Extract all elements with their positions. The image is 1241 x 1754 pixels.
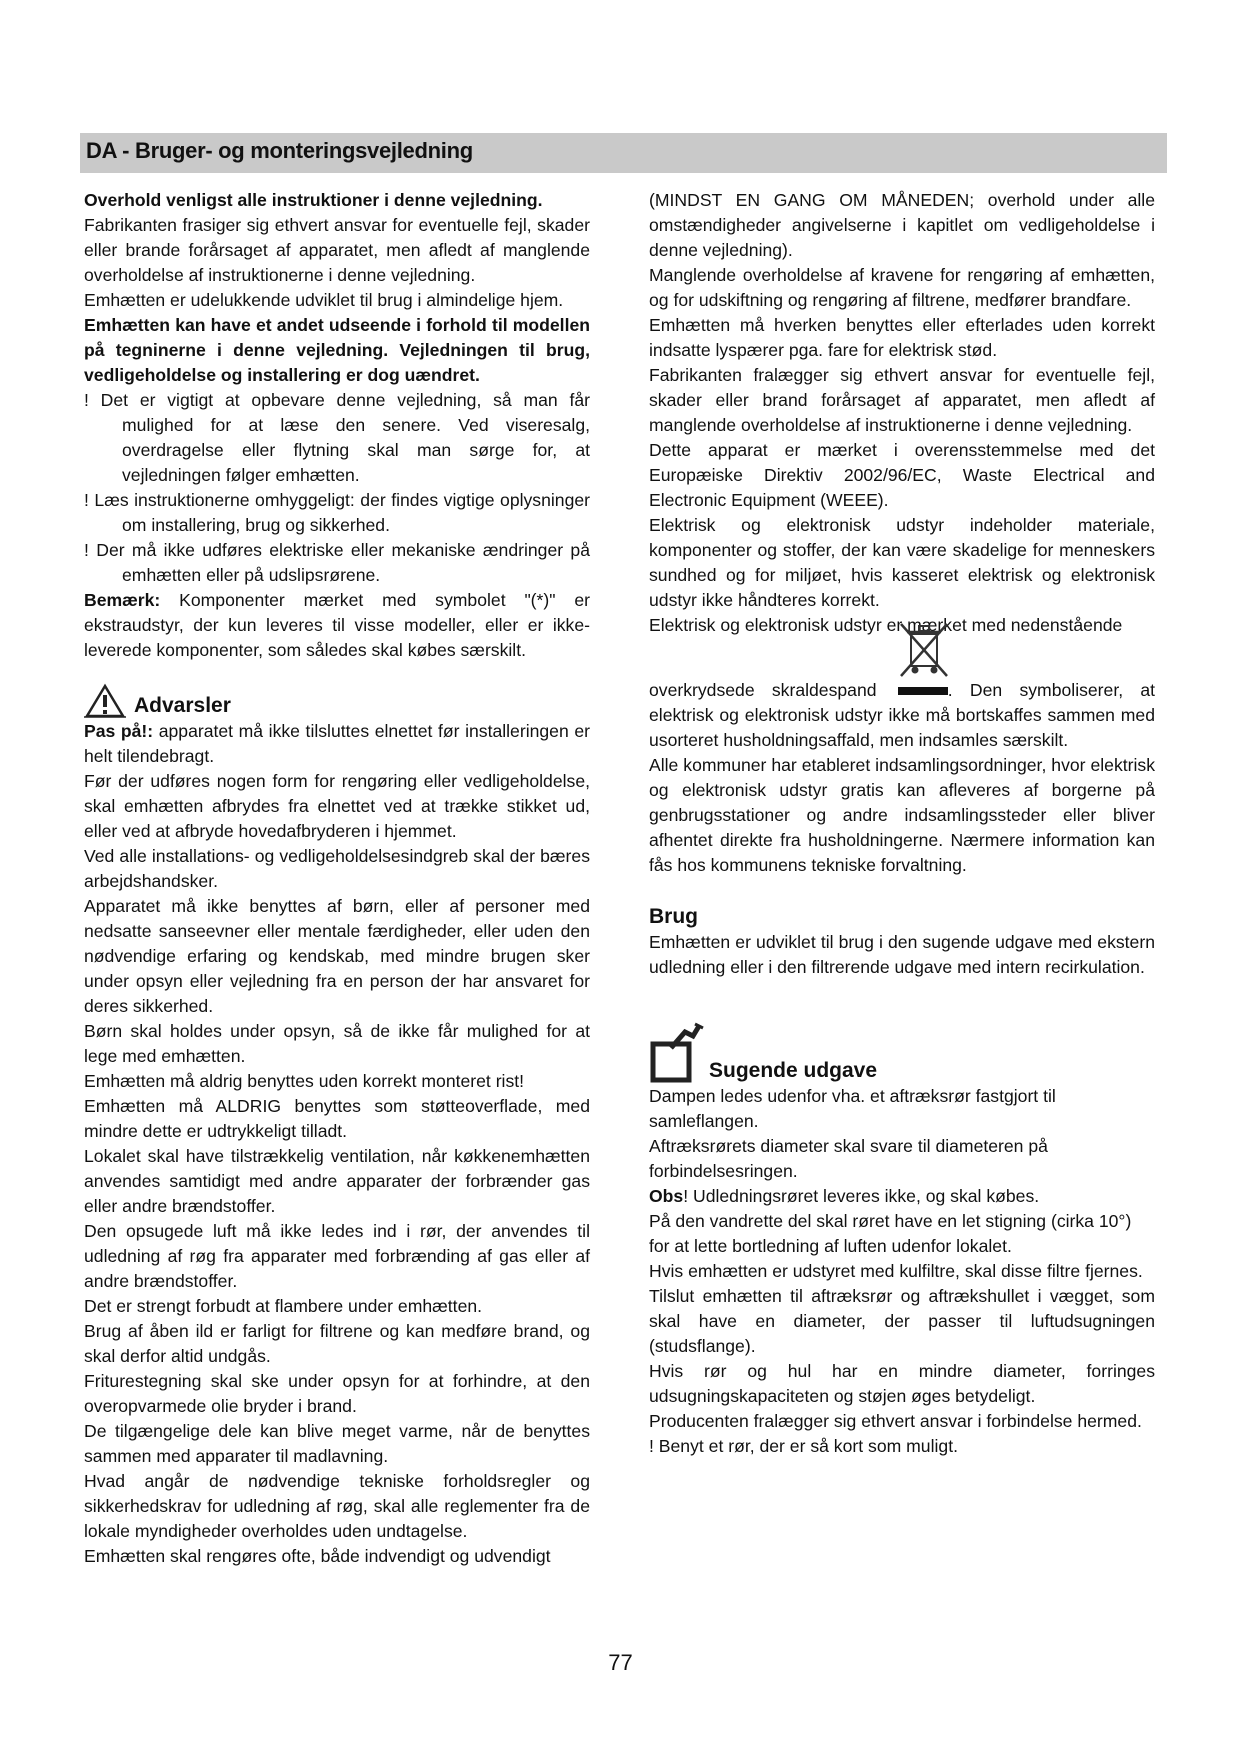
warning-paragraph: Før der udføres nogen form for rengøring eller vedligeholdelse, skal emhætten afbrydes fra elnettet ved at trække stikket ud, eller ved at afbryde hovedafbryderen i hjemmet. xyxy=(84,771,590,841)
bullet-mark: ! xyxy=(84,490,89,510)
maintenance-paragraph: Emhætten må hverken benyttes eller efterlades uden korrekt indsatte lyspærer pga. fare for elektrisk stød. xyxy=(649,315,1155,360)
warning-paragraph: Hvad angår de nødvendige tekniske forholdsregler og sikkerhedskrav for udledning af røg, skal alle reglementer fra de lokale myndigheder overholdes uden undtagelse. xyxy=(84,1471,590,1541)
brug-paragraph: Emhætten er udviklet til brug i den sugende udgave med ekstern udledning eller i den filtrerende udgave med intern recirkulation. xyxy=(649,932,1155,977)
suction-paragraph: På den vandrette del skal røret have en let stigning (cirka 10°) for at lette bortledning af luften udenfor lokalet. xyxy=(649,1211,1132,1256)
bullet-item: ! Læs instruktionerne omhyggeligt: der findes vigtige oplysninger om installering, brug og sikkerhed. xyxy=(84,490,591,535)
right-column xyxy=(649,188,1155,1459)
warning-paragraph: Børn skal holdes under opsyn, så de ikke får mulighed for at lege med emhætten. xyxy=(84,1021,590,1066)
note-paragraph: Bemærk: Komponenter mærket med symbolet "(*)" er ekstraudstyr, der kun leveres til visse modeller, eller er ikke-leverede komponenter, som således skal købes særskilt. xyxy=(84,590,590,660)
obs-paragraph: Obs! Udledningsrøret leveres ikke, og skal købes. xyxy=(649,1186,1040,1206)
ducted-hood-icon xyxy=(649,1022,709,1084)
section-header-bar xyxy=(80,133,1167,173)
bullet-mark: ! xyxy=(649,1436,654,1456)
brug-title: Brug xyxy=(649,905,698,928)
warnings-heading xyxy=(84,677,590,719)
maintenance-paragraph: Fabrikanten fralægger sig ethvert ansvar for eventuelle fejl, skader eller brand forårsaget af apparatet, men afledt af manglende overholdelse af instruktionerne i denne vejledning. xyxy=(649,365,1155,435)
warning-paragraph: De tilgængelige dele kan blive meget varme, når de benyttes sammen med apparater til madlavning. xyxy=(84,1421,590,1466)
warning-paragraph: Den opsugede luft må ikke ledes ind i rør, der anvendes til udledning af røg fra apparater med forbrænding af gas eller af andre brændstoffer. xyxy=(84,1221,590,1291)
warning-paragraph: Ved alle installations- og vedligeholdelsesindgreb skal der bæres arbejdshandsker. xyxy=(84,846,590,891)
suction-title: Sugende udgave xyxy=(709,1059,878,1082)
bullet-mark: ! xyxy=(84,540,89,560)
intro-bold-2: Emhætten kan have et andet udseende i forhold til modellen på tegninerne i denne vejledning. Vejledningen til brug, vedligeholdelse og installering er dog uændret. xyxy=(84,315,590,385)
page-number: 77 xyxy=(608,1650,633,1675)
intro-paragraph-1: Fabrikanten frasiger sig ethvert ansvar for eventuelle fejl, skader eller brande forårsaget af apparatet, men afledt af manglende overholdelse af instruktionerne i denne vejledning. xyxy=(84,215,590,285)
suction-paragraph: Hvis rør og hul har en mindre diameter, forringes udsugningskapaciteten og støjen øges betydeligt. xyxy=(649,1361,1155,1406)
suction-paragraph: Aftræksrørets diameter skal svare til diameteren på forbindelsesringen. xyxy=(649,1136,1048,1181)
warning-paragraph: Emhætten skal rengøres ofte, både indvendigt og udvendigt xyxy=(84,1546,551,1566)
warning-triangle-icon xyxy=(84,683,126,719)
suction-heading xyxy=(649,1022,1155,1084)
maintenance-paragraph: (MINDST EN GANG OM MÅNEDEN; overhold under alle omstændigheder angivelserne i kapitlet om vedligeholdelse i denne vejledning). xyxy=(649,190,1155,260)
suction-paragraph: Dampen ledes udenfor vha. et aftræksrør fastgjort til samleflangen. xyxy=(649,1086,1056,1131)
suction-paragraph: Hvis emhætten er udstyret med kulfiltre, skal disse filtre fjernes. xyxy=(649,1261,1143,1281)
warning-paragraph: Brug af åben ild er farligt for filtrene og kan medføre brand, og skal derfor altid undgås. xyxy=(84,1321,590,1366)
bullet-item: ! Det er vigtigt at opbevare denne vejledning, så man får mulighed for at læse den senere. Ved viseresalg, overdragelse eller flytning skal man sørge for, at vejledningen følger emhætten. xyxy=(84,390,590,485)
intro-paragraph-2: Emhætten er udelukkende udviklet til brug i almindelige hjem. xyxy=(84,290,564,310)
weee-bar-icon xyxy=(898,687,948,695)
section-title: DA - Bruger- og monteringsvejledning xyxy=(86,138,473,163)
collection-paragraph: Alle kommuner har etableret indsamlingsordninger, hvor elektrisk og elektronisk udstyr gratis kan afleveres af borgerne på genbrugsstationer og andre indsamlingssteder eller bliver afhentet direkte fra husholdningerne. Nærmere information kan fås hos kommunens tekniske forvaltning. xyxy=(649,755,1155,875)
bullet-mark: ! xyxy=(84,390,89,410)
suction-paragraph: Producenten fralægger sig ethvert ansvar i forbindelse hermed. xyxy=(649,1411,1142,1431)
note-label: Bemærk: xyxy=(84,590,161,610)
pas-paa-paragraph: Pas på!: apparatet må ikke tilsluttes elnettet før installeringen er helt tilendebragt. xyxy=(84,721,590,766)
left-column xyxy=(84,188,590,1569)
bullet-item: ! Der må ikke udføres elektriske eller mekaniske ændringer på emhætten eller på udslipsrørene. xyxy=(84,540,591,585)
warning-paragraph: Lokalet skal have tilstrækkelig ventilation, når køkkenemhætten anvendes samtidigt med andre apparater der forbrænder gas eller andre brændstoffer. xyxy=(84,1146,590,1216)
bullet-item: ! Benyt et rør, der er så kort som muligt. xyxy=(649,1436,958,1456)
suction-paragraph: Tilslut emhætten til aftræksrør og aftrækshullet i vægget, som skal have en diameter, der passer til luftudsugningen (studsflange). xyxy=(649,1286,1155,1356)
warnings-title: Advarsler xyxy=(134,694,231,717)
weee-paragraph: Elektrisk og elektronisk udstyr indeholder materiale, komponenter og stoffer, der kan være skadelige for menneskers sundhed og for miljøet, hvis kasseret elektrisk og elektronisk udstyr ikke håndteres korrekt. xyxy=(649,515,1155,610)
warning-paragraph: Emhætten må ALDRIG benyttes som støtteoverflade, med mindre dette er udtrykkeligt tilladt. xyxy=(84,1096,590,1141)
maintenance-paragraph: Manglende overholdelse af kravene for rengøring af emhætten, og for udskiftning og rengøring af filtrene, medfører brandfare. xyxy=(649,265,1155,310)
crossed-bin-icon xyxy=(897,620,953,682)
pas-label: Pas på!: xyxy=(84,721,154,741)
warning-paragraph: Friturestegning skal ske under opsyn for at forhindre, at den overopvarmede olie bryder i brand. xyxy=(84,1371,590,1416)
warning-paragraph: Apparatet må ikke benyttes af børn, eller af personer med nedsatte sanseevner eller mentale færdigheder, eller uden den nødvendige erfaring og kendskab, med mindre brugen sker under opsyn eller vejledning fra en person der har ansvaret for deres sikkerhed. xyxy=(84,896,590,1016)
warning-paragraph: Det er strengt forbudt at flambere under emhætten. xyxy=(84,1296,483,1316)
weee-paragraph: Elektrisk og elektronisk udstyr er mærket med nedenstående xyxy=(649,615,1123,635)
obs-label: Obs xyxy=(649,1186,684,1206)
intro-bold: Overhold venligst alle instruktioner i denne vejledning. xyxy=(84,190,543,210)
warning-paragraph: Emhætten må aldrig benyttes uden korrekt monteret rist! xyxy=(84,1071,525,1091)
weee-paragraph: Dette apparat er mærket i overensstemmelse med det Europæiske Direktiv 2002/96/EC, Waste Electrical and Electronic Equipment (WEEE). xyxy=(649,440,1155,510)
weee-symbol-paragraph: overkrydsede skraldespand . Den symboliserer, at elektrisk og elektronisk udstyr ikke må bortskaffes sammen med usorteret husholdningsaffald, men indsamles særskilt. xyxy=(649,678,1155,753)
